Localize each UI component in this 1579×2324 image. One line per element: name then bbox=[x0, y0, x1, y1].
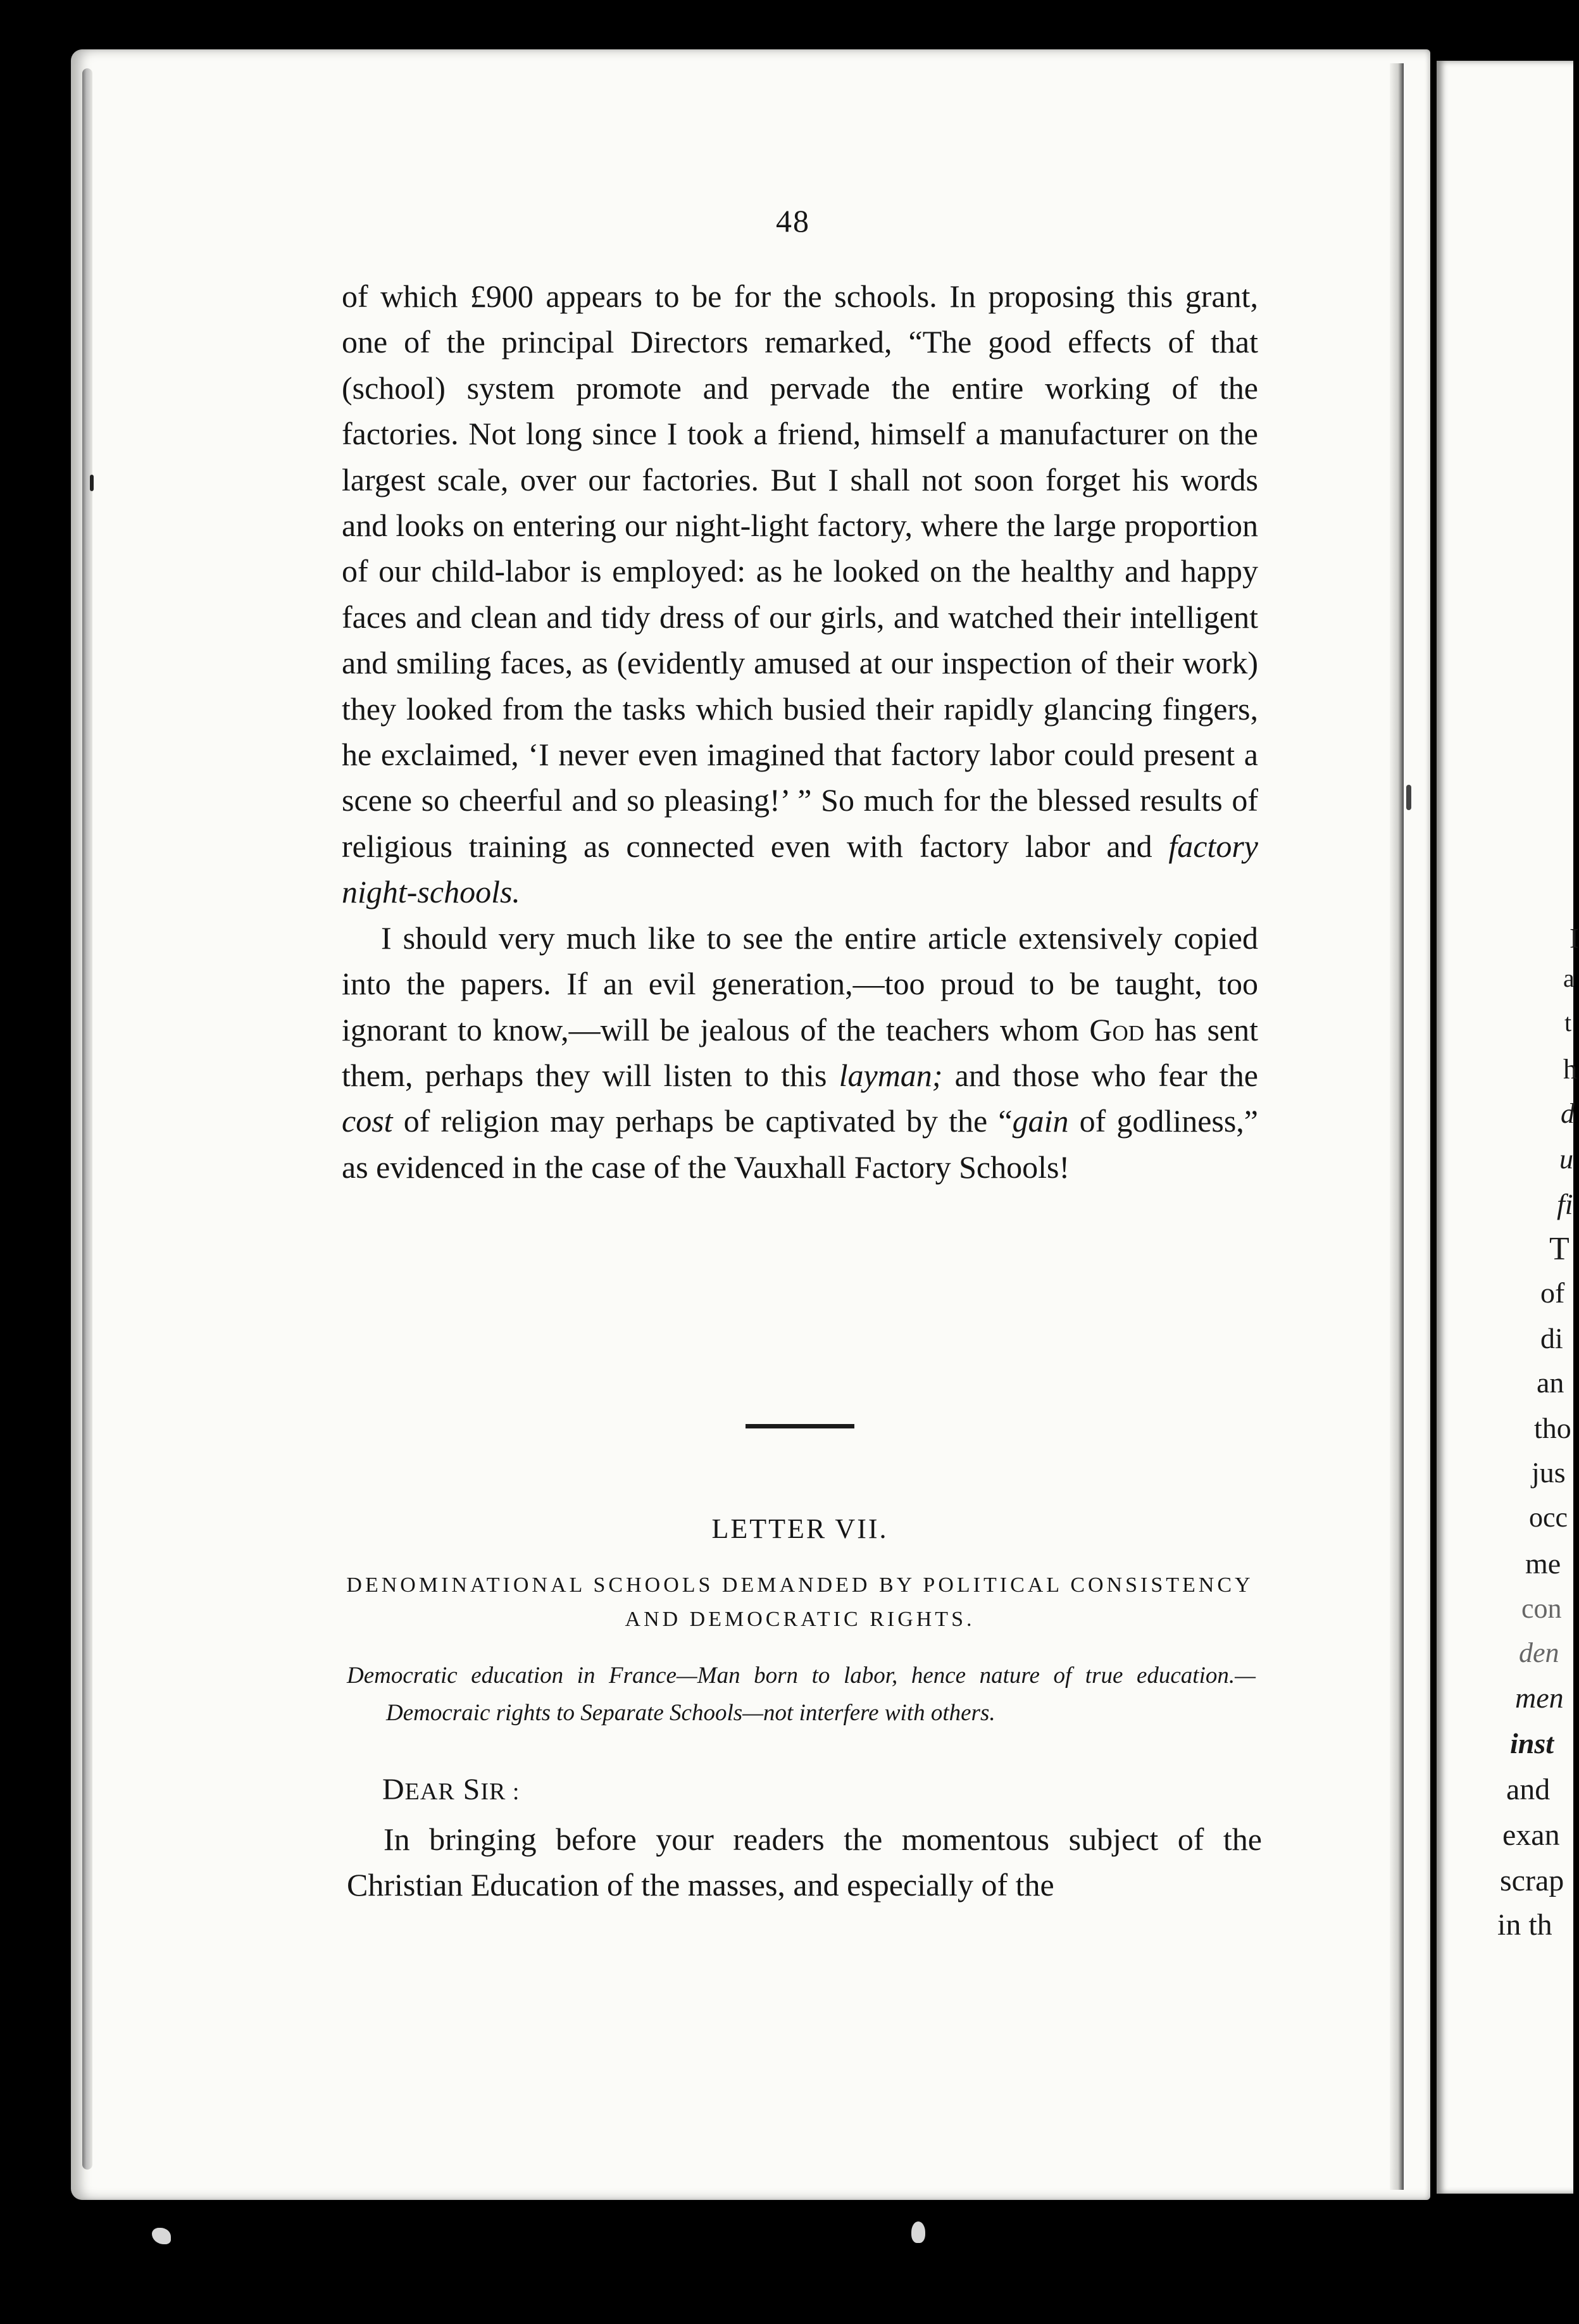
facing-fragment: fi bbox=[1557, 1188, 1573, 1220]
facing-fragment: of bbox=[1540, 1277, 1565, 1309]
facing-fragment: me bbox=[1525, 1547, 1561, 1580]
paragraph-2 bbox=[342, 915, 1258, 1190]
section-divider bbox=[746, 1424, 854, 1428]
letter-synopsis: Democratic education in France—Man born to labor, hence nature of true education.—Democraic rights to Separate Schools—not interfere with others. bbox=[347, 1663, 1256, 1726]
italic-phrase: factory night-schools. bbox=[342, 828, 1259, 910]
paragraph-2-text: has sent them, perhaps they will listen to this bbox=[342, 1011, 1259, 1093]
facing-fragment: d bbox=[1561, 1098, 1575, 1129]
facing-fragment: scrap bbox=[1500, 1864, 1564, 1897]
italic-word: cost bbox=[342, 1103, 393, 1139]
facing-fragment: in th bbox=[1497, 1908, 1552, 1942]
letter-subheading: DENOMINATIONAL SCHOOLS DEMANDED BY POLITICAL CONSISTENCY AND DEMOCRATIC RIGHTS. bbox=[346, 1573, 1254, 1631]
page-number: 48 bbox=[776, 203, 810, 239]
paragraph-2-text: of godliness,” as evidenced in the case of the Vauxhall Factory Schools! bbox=[342, 1103, 1259, 1185]
main-text bbox=[342, 273, 1258, 1190]
facing-fragment: t bbox=[1564, 1008, 1572, 1037]
italic-word: gain bbox=[1012, 1103, 1069, 1139]
small-caps-word: God bbox=[1089, 1011, 1145, 1047]
paragraph-1-text: of which £900 appears to be for the schools. In proposing this grant, one of the principal Directors remarked, “The good effects of that (school) system promote and pervade the entire working of the factories. Not long since I took a friend, himself a manufacturer on the largest scale, over our factories. But I shall not soon forget his words and looks on entering our night-light factory, where the large proportion of our child-labor is employed: as he looked on the healthy and happy faces and clean and tidy dress of our girls, and watched their intelligent and smiling faces, as (evidently amused at our inspection of their work) they looked from the tasks which busied their rapidly glancing fingers, he exclaimed, ‘I never even imagined that factory labor could present a scene so cheerful and so pleasing!’ ” So much for the blessed results of religious training as connected even with factory labor and bbox=[342, 278, 1258, 864]
letter-heading: LETTER VII. bbox=[711, 1513, 889, 1544]
salutation-part: IR : bbox=[480, 1778, 520, 1805]
italic-word: layman; bbox=[839, 1057, 943, 1093]
facing-fragment: men bbox=[1515, 1682, 1564, 1714]
facing-fragment: a bbox=[1563, 964, 1575, 992]
salutation bbox=[382, 1772, 520, 1807]
facing-fragment: exan bbox=[1502, 1818, 1560, 1852]
facing-fragment: tho bbox=[1534, 1412, 1571, 1444]
right-facing-page bbox=[1437, 61, 1579, 2194]
facing-fragment: con bbox=[1521, 1593, 1562, 1624]
facing-fragment: and bbox=[1506, 1773, 1551, 1806]
bottom-speck bbox=[152, 2228, 171, 2244]
facing-fragment: di bbox=[1540, 1322, 1563, 1354]
salutation-part: EAR bbox=[404, 1778, 455, 1805]
facing-fragment: an bbox=[1537, 1366, 1564, 1399]
book-gutter bbox=[1390, 63, 1404, 2190]
paragraph-1 bbox=[342, 273, 1258, 915]
paragraph-2-text: I should very much like to see the entire article extensively copied into the papers. If an evil generation,—too proud to be taught, too ignorant to know,—will be jealous of the teachers whom bbox=[342, 920, 1258, 1047]
facing-fragment: den bbox=[1519, 1637, 1559, 1668]
salutation-part: D bbox=[382, 1773, 405, 1806]
salutation-part: S bbox=[463, 1773, 481, 1806]
facing-fragment: jus bbox=[1532, 1456, 1566, 1489]
facing-fragment: occ bbox=[1529, 1502, 1568, 1533]
paragraph-2-text: and those who fear the bbox=[942, 1057, 1258, 1093]
facing-fragment: inst bbox=[1510, 1727, 1554, 1759]
facing-fragment: u bbox=[1559, 1144, 1573, 1175]
bottom-speck bbox=[911, 2221, 925, 2243]
facing-fragment: I bbox=[1570, 923, 1579, 954]
margin-speck bbox=[1406, 785, 1411, 810]
letter-opening: In bringing before your readers the momentous subject of the Christian Education of the masses, and especially of the bbox=[347, 1821, 1262, 1902]
facing-fragment: T bbox=[1549, 1231, 1570, 1267]
margin-speck bbox=[90, 475, 94, 491]
facing-fragment: h bbox=[1563, 1054, 1577, 1085]
paragraph-2-text: of religion may perhaps be captivated by the “ bbox=[392, 1103, 1013, 1139]
